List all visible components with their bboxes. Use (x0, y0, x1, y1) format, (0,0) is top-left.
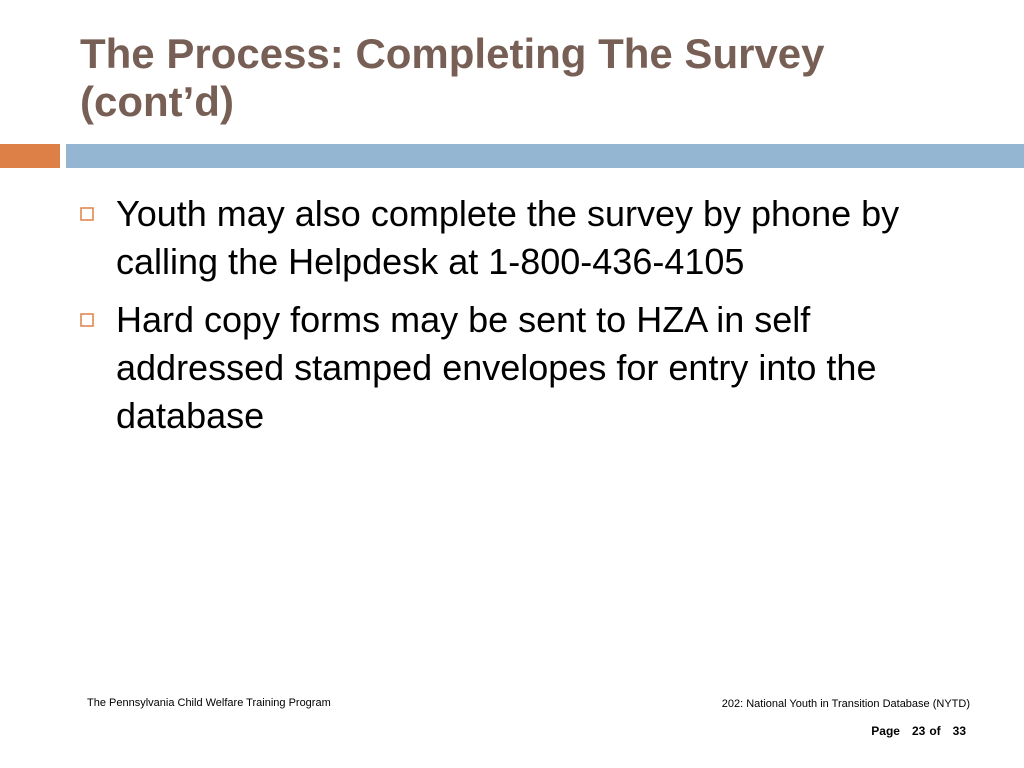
page-current: 23 (911, 724, 926, 738)
footer-course-title: 202: National Youth in Transition Database (NYTD) (721, 698, 970, 710)
accent-bar-orange (0, 144, 60, 168)
accent-bar-blue (66, 144, 1024, 168)
footer-organization: The Pennsylvania Child Welfare Training Program (87, 697, 331, 709)
page-total: 33 (952, 724, 966, 738)
bullet-text: Hard copy forms may be sent to HZA in self addressed stamped envelopes for entry into the database (116, 299, 877, 436)
slide-title: The Process: Completing The Survey (cont’d) (80, 30, 825, 125)
hollow-square-bullet-icon (80, 296, 116, 344)
bullet-item (80, 296, 980, 440)
hollow-square-bullet-icon (80, 190, 116, 238)
bullet-item (80, 190, 980, 286)
page-of-label: of (929, 724, 941, 738)
page-label: Page (871, 724, 900, 738)
bullet-list (80, 190, 980, 450)
bullet-text: Youth may also complete the survey by phone by calling the Helpdesk at 1-800-436-4105 (116, 193, 900, 282)
page-number (871, 724, 966, 738)
